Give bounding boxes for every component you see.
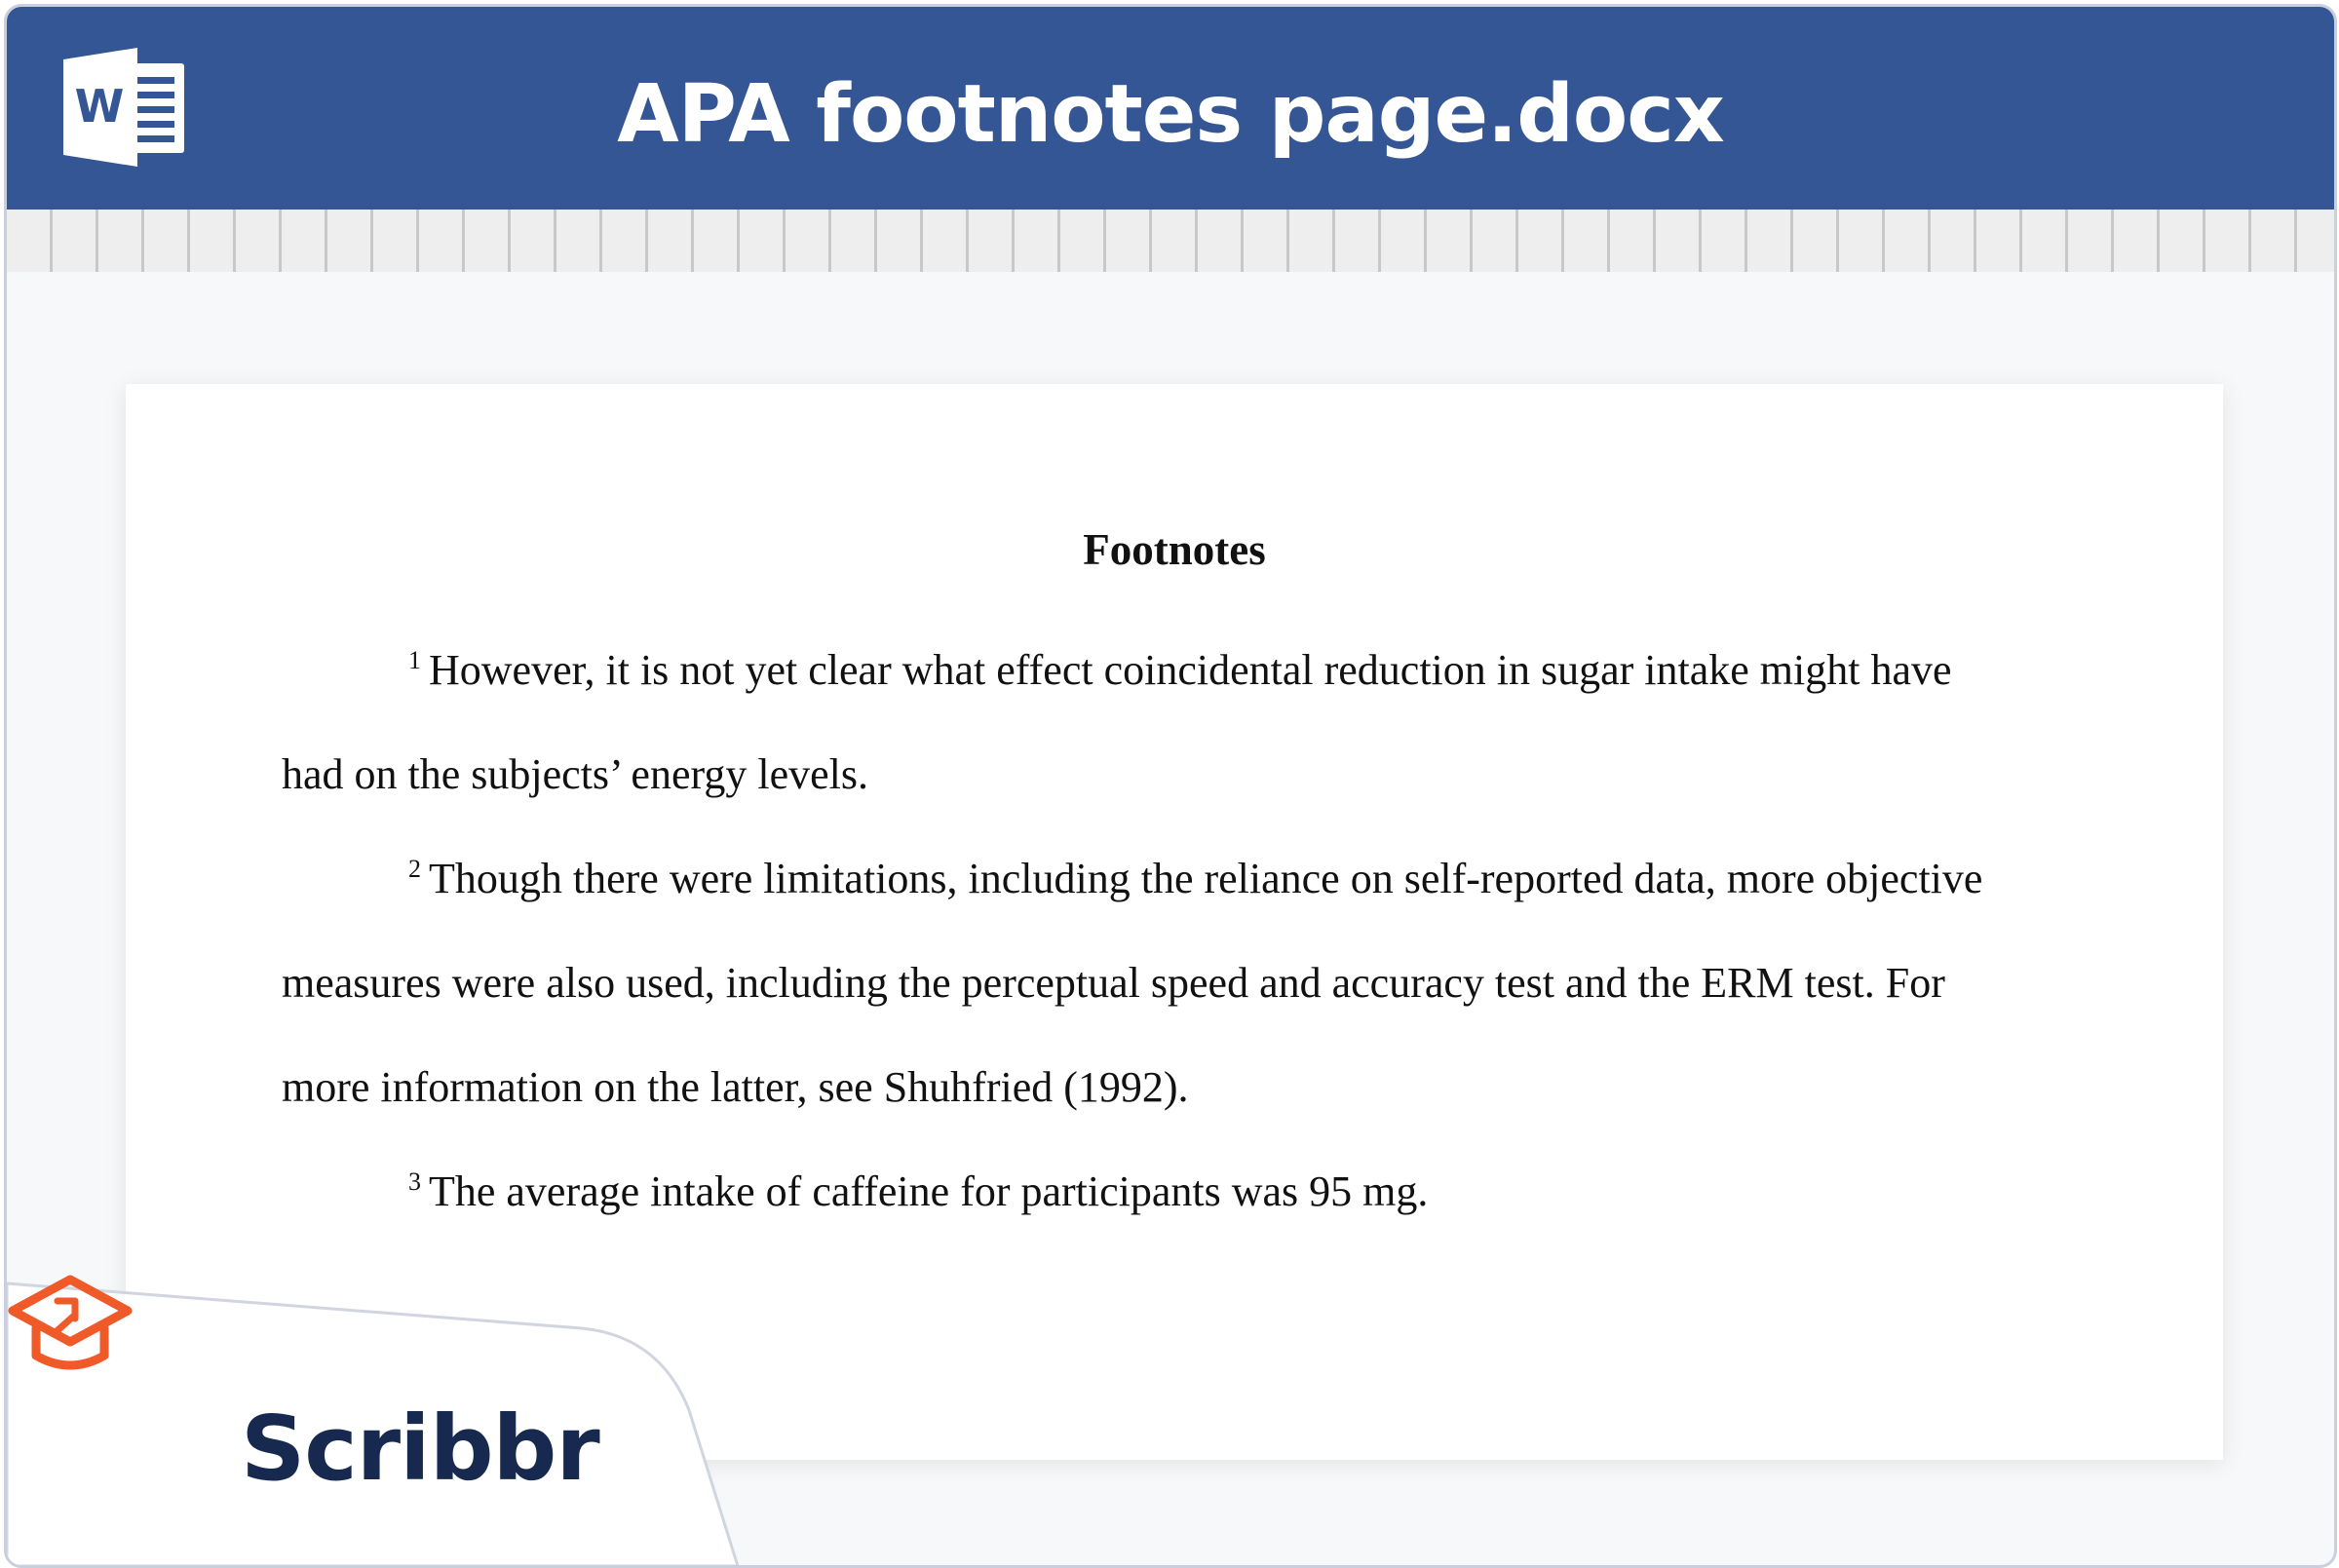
footnote-text: However, it is not yet clear what effect coincidental reduction in sugar intake might have had on the subjects’ energy levels. bbox=[282, 646, 1952, 798]
footnote-text: The average intake of caffeine for participants was 95 mg. bbox=[429, 1167, 1429, 1215]
document-window bbox=[4, 4, 2337, 1568]
svg-text:W: W bbox=[74, 80, 125, 133]
footnote-text: Though there were limitations, including the reliance on self-reported data, more objective measures were also used, including the perceptual speed and accuracy test and the ERM test. For more information on the latter, see Shuhfried (1992). bbox=[282, 855, 1983, 1111]
brand-panel bbox=[7, 1274, 786, 1566]
footnote-number: 2 bbox=[408, 855, 421, 883]
document-title: APA footnotes page.docx bbox=[617, 68, 1724, 161]
footnote-1 bbox=[282, 618, 2016, 826]
footnotes-list bbox=[282, 618, 2016, 1243]
graduation-cap-icon bbox=[7, 1274, 134, 1381]
page-heading: Footnotes bbox=[1083, 525, 1266, 574]
footnote-2 bbox=[282, 826, 2016, 1139]
footnote-3 bbox=[282, 1139, 2016, 1243]
footnote-number: 3 bbox=[408, 1167, 421, 1196]
title-bar bbox=[7, 7, 2334, 210]
footnote-number: 1 bbox=[408, 646, 421, 674]
brand-name: Scribbr bbox=[241, 1396, 599, 1501]
ruler bbox=[7, 210, 2334, 272]
